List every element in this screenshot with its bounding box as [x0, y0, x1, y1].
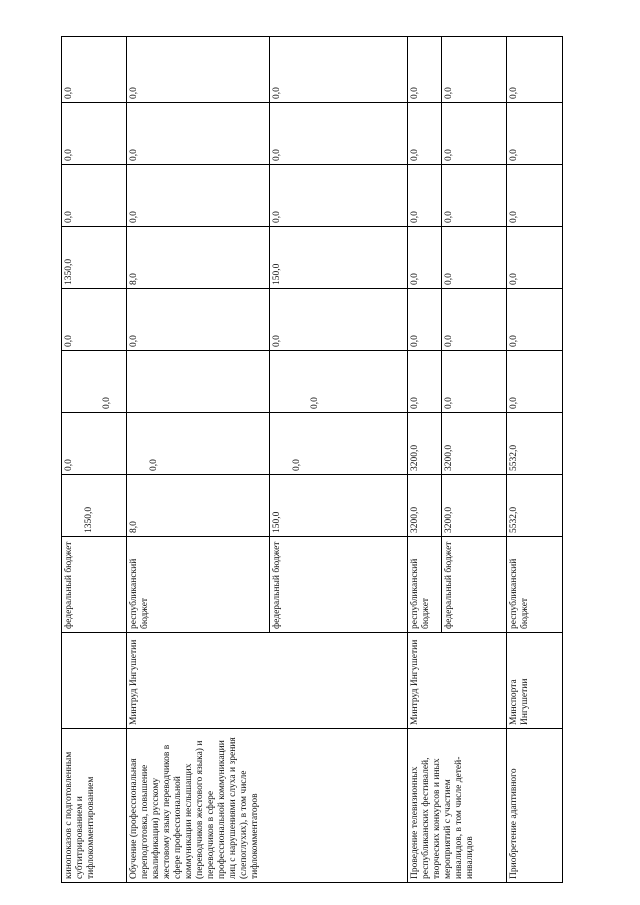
year-1-cell: 0,0: [270, 413, 408, 475]
executor-cell: Минтруд Ингушетии: [127, 633, 408, 729]
year-4-cell: 8,0: [127, 227, 270, 289]
year-6-cell: 0,0: [270, 103, 408, 165]
table-row: [127, 37, 270, 883]
measure-name-cell: Проведение телевизионных республиканских фестивалей, творческих конкурсов и иных мероприятий с участием инвалидов, в том числе детей-инвалидов: [408, 729, 507, 883]
year-2-cell: 0,0: [442, 351, 507, 413]
budget-source-cell: федеральный бюджет: [270, 537, 408, 633]
budget-source-cell: республиканский бюджет: [127, 537, 270, 633]
year-7-cell: 0,0: [127, 37, 270, 103]
year-1-cell: 5532,0: [507, 413, 563, 475]
year-5-cell: 0,0: [62, 165, 127, 227]
year-4-cell: 1350,0: [62, 227, 127, 289]
year-3-cell: 0,0: [442, 289, 507, 351]
year-3-cell: 0,0: [62, 289, 127, 351]
year-3-cell: 0,0: [408, 289, 442, 351]
year-7-cell: 0,0: [507, 37, 563, 103]
year-2-cell: 0,0: [62, 351, 127, 413]
year-6-cell: 0,0: [507, 103, 563, 165]
year-1-cell: 3200,0: [408, 413, 442, 475]
total-cell: 8,0: [127, 475, 270, 537]
year-1-cell: 3200,0: [442, 413, 507, 475]
year-6-cell: 0,0: [442, 103, 507, 165]
budget-source-cell: федеральный бюджет: [442, 537, 507, 633]
year-7-cell: 0,0: [270, 37, 408, 103]
year-4-cell: 0,0: [408, 227, 442, 289]
year-6-cell: 0,0: [62, 103, 127, 165]
budget-source-cell: республиканский бюджет: [408, 537, 442, 633]
year-3-cell: 0,0: [507, 289, 563, 351]
budget-source-cell: республиканский бюджет: [507, 537, 563, 633]
year-3-cell: 0,0: [270, 289, 408, 351]
year-6-cell: 0,0: [408, 103, 442, 165]
budget-source-cell: федеральный бюджет: [62, 537, 127, 633]
year-5-cell: 0,0: [442, 165, 507, 227]
year-5-cell: 0,0: [507, 165, 563, 227]
year-5-cell: 0,0: [127, 165, 270, 227]
year-5-cell: 0,0: [270, 165, 408, 227]
table-row: [408, 37, 442, 883]
total-cell: 3200,0: [408, 475, 442, 537]
total-cell: 5532,0: [507, 475, 563, 537]
year-6-cell: 0,0: [127, 103, 270, 165]
year-5-cell: 0,0: [408, 165, 442, 227]
year-7-cell: 0,0: [62, 37, 127, 103]
year-4-cell: 150,0: [270, 227, 408, 289]
executor-cell: Минтруд Ингушетии: [408, 633, 507, 729]
total-cell: 150,0: [270, 475, 408, 537]
executor-cell: [62, 633, 127, 729]
year-2-cell: 0,0: [270, 351, 408, 413]
measure-name-cell: Приобретение адаптивного: [507, 729, 563, 883]
total-cell: 1350,0: [62, 475, 127, 537]
year-2-cell: [127, 351, 270, 413]
year-3-cell: 0,0: [127, 289, 270, 351]
year-7-cell: 0,0: [408, 37, 442, 103]
measure-name-cell: Обучение (профессиональная переподготовка, повышение квалификации) русскому жестовому языку переводчиков в сфере профессиональной коммуникации неслышащих (переводчиков жестового языка) и переводчиков в сфере профессиональной коммуникации лиц с нарушениями слуха и зрения (слепоглухих), в том числе тифлокомментаторов: [127, 729, 408, 883]
measure-name-cell: кинопоказов с подготовленным субтитрированием и тифлокомментированием: [62, 729, 127, 883]
year-2-cell: 0,0: [507, 351, 563, 413]
year-1-cell: 0,0: [62, 413, 127, 475]
table-row: [507, 37, 563, 883]
budget-table: [61, 36, 563, 883]
year-7-cell: 0,0: [442, 37, 507, 103]
rotated-table-sheet: [61, 37, 562, 883]
year-2-cell: 0,0: [408, 351, 442, 413]
year-4-cell: 0,0: [507, 227, 563, 289]
year-1-cell: 0,0: [127, 413, 270, 475]
executor-cell: Минспорта Ингушетии: [507, 633, 563, 729]
year-4-cell: 0,0: [442, 227, 507, 289]
table-row: [62, 37, 127, 883]
total-cell: 3200,0: [442, 475, 507, 537]
